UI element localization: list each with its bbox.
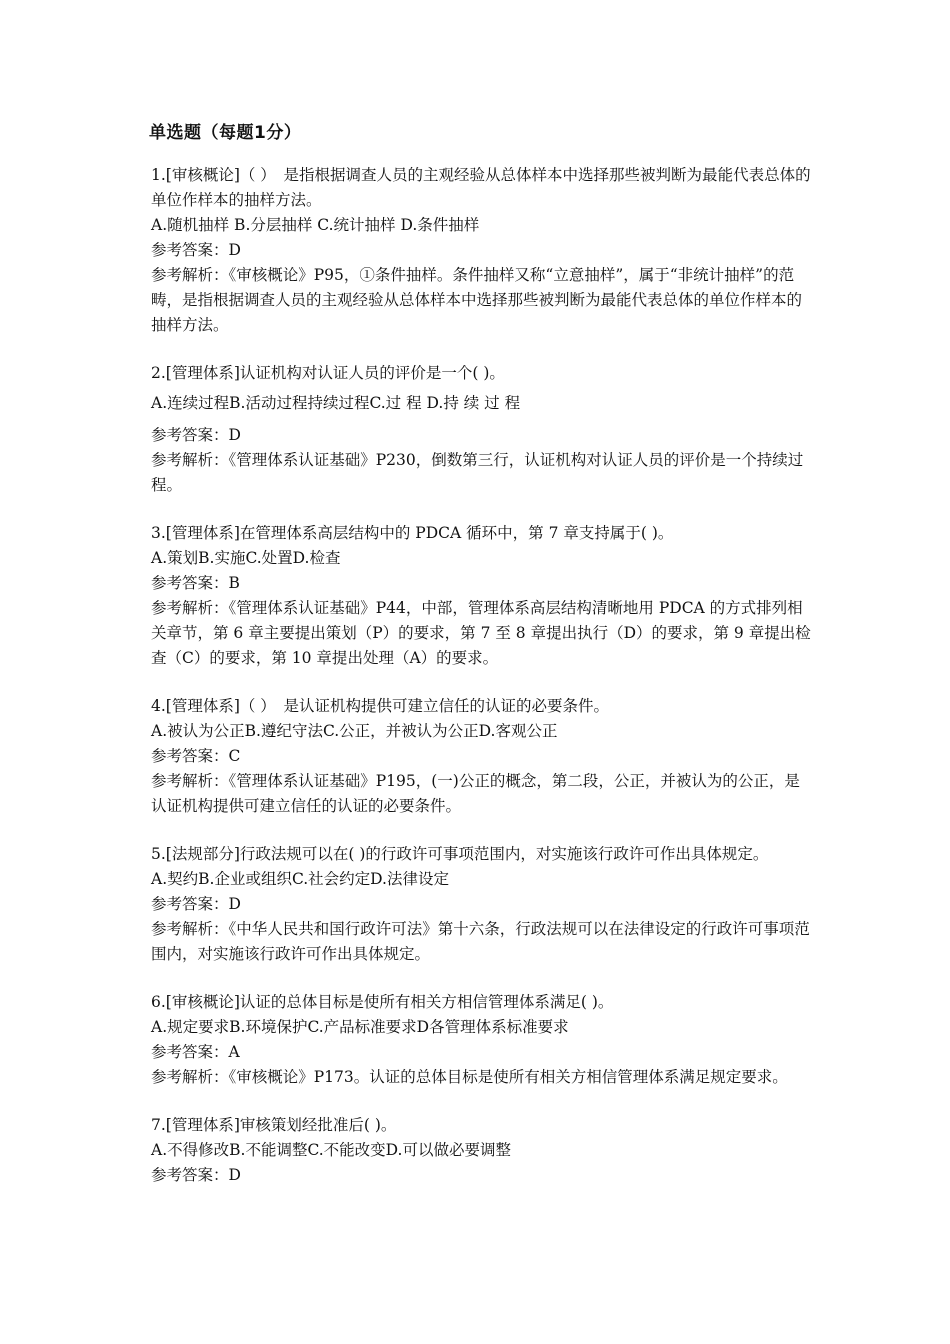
- question-3: [151, 521, 811, 671]
- answer-text: 参考答案：B: [151, 574, 240, 592]
- question-stem: 7.[管理体系]审核策划经批准后( )。: [151, 1116, 397, 1134]
- analysis-text: 参考解析：《中华人民共和国行政许可法》第十六条，行政法规可以在法律设定的行政许可事项范围内，对实施该行政许可作出具体规定。: [151, 920, 810, 963]
- question-7: [151, 1113, 811, 1188]
- question-stem: 2.[管理体系]认证机构对认证人员的评价是一个( )。: [151, 364, 505, 382]
- answer-text: 参考答案：D: [151, 1166, 241, 1184]
- question-4: [151, 694, 811, 819]
- question-options: A.规定要求B.环境保护C.产品标准要求D各管理体系标准要求: [151, 1018, 569, 1036]
- analysis-text: 参考解析：《审核概论》P95，①条件抽样。条件抽样又称“立意抽样”，属于“非统计抽样”的范畴，是指根据调查人员的主观经验从总体样本中选择那些被判断为最能代表总体的单位作样本的抽样方法。: [151, 266, 803, 334]
- question-stem: 1.[审核概论]（ ） 是指根据调查人员的主观经验从总体样本中选择那些被判断为最能代表总体的单位作样本的抽样方法。: [151, 166, 811, 209]
- question-2: [151, 361, 811, 498]
- question-stem: 5.[法规部分]行政法规可以在( )的行政许可事项范围内，对实施该行政许可作出具体规定。: [151, 845, 769, 863]
- question-options: A.策划B.实施C.处置D.检查: [151, 549, 341, 567]
- answer-text: 参考答案：D: [151, 426, 241, 444]
- question-stem: 3.[管理体系]在管理体系高层结构中的 PDCA 循环中，第 7 章支持属于( )。: [151, 524, 674, 542]
- analysis-text: 参考解析：《审核概论》P173。认证的总体目标是使所有相关方相信管理体系满足规定要求。: [151, 1068, 788, 1086]
- section-title: 单选题（每题1分）: [149, 123, 302, 143]
- question-options: A.契约B.企业或组织C.社会约定D.法律设定: [151, 870, 449, 888]
- question-stem: 6.[审核概论]认证的总体目标是使所有相关方相信管理体系满足( )。: [151, 993, 614, 1011]
- answer-text: 参考答案：D: [151, 895, 241, 913]
- answer-text: 参考答案：C: [151, 747, 241, 765]
- question-5: [151, 842, 811, 967]
- analysis-text: 参考解析：《管理体系认证基础》P195，(一)公正的概念，第二段，公正，并被认为的公正，是认证机构提供可建立信任的认证的必要条件。: [151, 772, 800, 815]
- question-6: [151, 990, 811, 1090]
- analysis-text: 参考解析：《管理体系认证基础》P44，中部，管理体系高层结构清晰地用 PDCA 的方式排列相关章节，第 6 章主要提出策划（P）的要求，第 7 至 8 章提出执行（D）的要求，第 9 章提出检查（C）的要求，第 10 章提出处理（A）的要求。: [151, 599, 811, 667]
- question-1: [151, 163, 811, 338]
- question-options: A.随机抽样 B.分层抽样 C.统计抽样 D.条件抽样: [151, 216, 480, 234]
- analysis-text: 参考解析：《管理体系认证基础》P230，倒数第三行，认证机构对认证人员的评价是一个持续过程。: [151, 451, 804, 494]
- document-page: [151, 120, 811, 1211]
- question-options: A.不得修改B.不能调整C.不能改变D.可以做必要调整: [151, 1141, 511, 1159]
- answer-text: 参考答案：A: [151, 1043, 240, 1061]
- question-stem: 4.[管理体系]（ ） 是认证机构提供可建立信任的认证的必要条件。: [151, 697, 610, 715]
- answer-text: 参考答案：D: [151, 241, 241, 259]
- question-options: A.连续过程B.活动过程持续过程C.过 程 D.持 续 过 程: [151, 394, 521, 412]
- question-options: A.被认为公正B.遵纪守法C.公正，并被认为公正D.客观公正: [151, 722, 558, 740]
